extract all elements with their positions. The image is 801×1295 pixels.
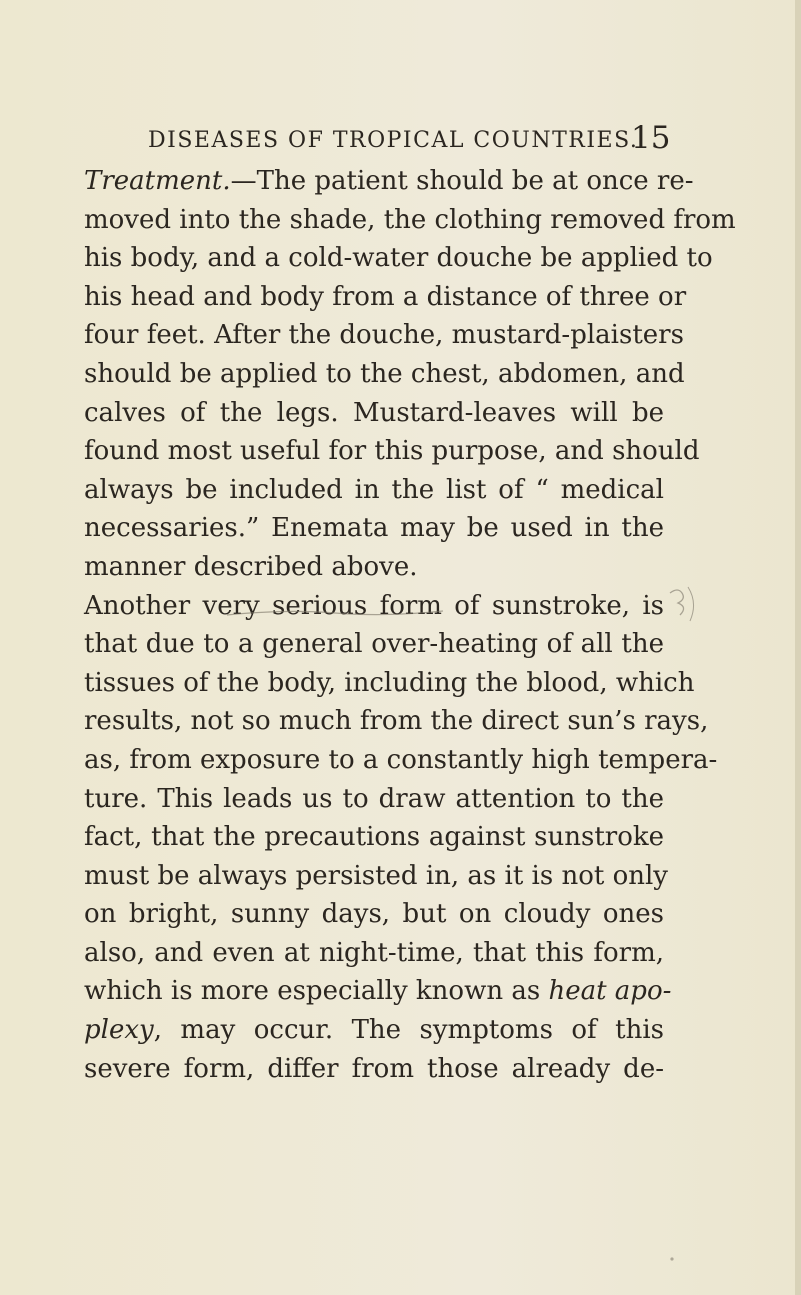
text-segment: his body, and a cold-water douche be applied to <box>84 243 713 274</box>
running-title: DISEASES OF TROPICAL COUNTRIES. <box>148 128 639 153</box>
text-line <box>84 1050 664 1089</box>
text-segment: which is more especially known as <box>84 976 549 1007</box>
stray-ink-mark <box>667 1255 677 1263</box>
text-segment: always be included in the list of “ medical <box>84 474 664 505</box>
text-line <box>84 394 664 433</box>
body-text <box>84 162 736 1088</box>
text-line <box>84 548 664 587</box>
text-segment: tissues of the body, including the blood, which <box>84 667 695 698</box>
text-line <box>84 818 664 857</box>
text-segment: moved into the shade, the clothing removed from <box>84 204 736 235</box>
text-segment: calves of the legs. Mustard-leaves will be <box>84 397 664 428</box>
text-line <box>84 432 700 471</box>
text-segment: Another very serious form of sunstroke, is <box>84 590 664 621</box>
text-line <box>84 934 664 973</box>
text-segment: as, from exposure to a constantly high tempera- <box>84 744 718 775</box>
text-segment: —The patient should be at once re- <box>230 166 694 196</box>
text-line <box>84 162 694 201</box>
text-segment: necessaries.” Enemata may be used in the <box>84 513 664 544</box>
italic-text: heat apo- <box>548 976 672 1007</box>
text-line <box>84 509 664 548</box>
text-segment: also, and even at night-time, that this form, <box>84 937 664 968</box>
text-line <box>84 278 687 317</box>
text-line <box>84 741 718 780</box>
text-segment: results, not so much from the direct sun’s rays, <box>84 706 709 737</box>
text-segment: manner described above. <box>84 551 418 582</box>
text-line <box>84 972 672 1011</box>
text-segment: must be always persisted in, as it is not only <box>84 860 668 891</box>
text-segment: , may occur. The symptoms of this <box>153 1015 664 1046</box>
text-segment: four feet. After the douche, mustard-plaisters <box>84 320 684 351</box>
text-line <box>84 355 685 394</box>
page-edge <box>795 0 801 1295</box>
text-line <box>84 780 664 819</box>
text-line <box>84 316 684 355</box>
text-line <box>84 201 736 240</box>
text-line <box>84 664 695 703</box>
text-line <box>84 471 664 510</box>
italic-text: Treatment. <box>84 166 231 196</box>
text-line <box>84 857 668 896</box>
page-number: 15 <box>631 120 671 156</box>
text-line <box>84 1011 664 1050</box>
text-segment: fact, that the precautions against sunstroke <box>84 822 664 853</box>
text-segment: severe form, differ from those already de- <box>84 1053 664 1084</box>
italic-text: plexy <box>84 1015 154 1046</box>
text-segment: ture. This leads us to draw attention to the <box>84 783 664 814</box>
text-line <box>84 702 709 741</box>
text-line <box>84 625 664 664</box>
text-segment: on bright, sunny days, but on cloudy ones <box>84 899 664 930</box>
text-segment: his head and body from a distance of three or <box>84 281 687 312</box>
text-segment: that due to a general over-heating of all the <box>84 629 664 660</box>
text-line <box>84 895 664 934</box>
text-line <box>84 239 713 278</box>
text-segment: should be applied to the chest, abdomen, and <box>84 358 685 389</box>
running-head <box>148 120 671 160</box>
pencil-margin-annotation <box>668 585 698 625</box>
pencil-underline-mark <box>225 605 445 623</box>
text-segment: found most useful for this purpose, and should <box>84 436 700 467</box>
